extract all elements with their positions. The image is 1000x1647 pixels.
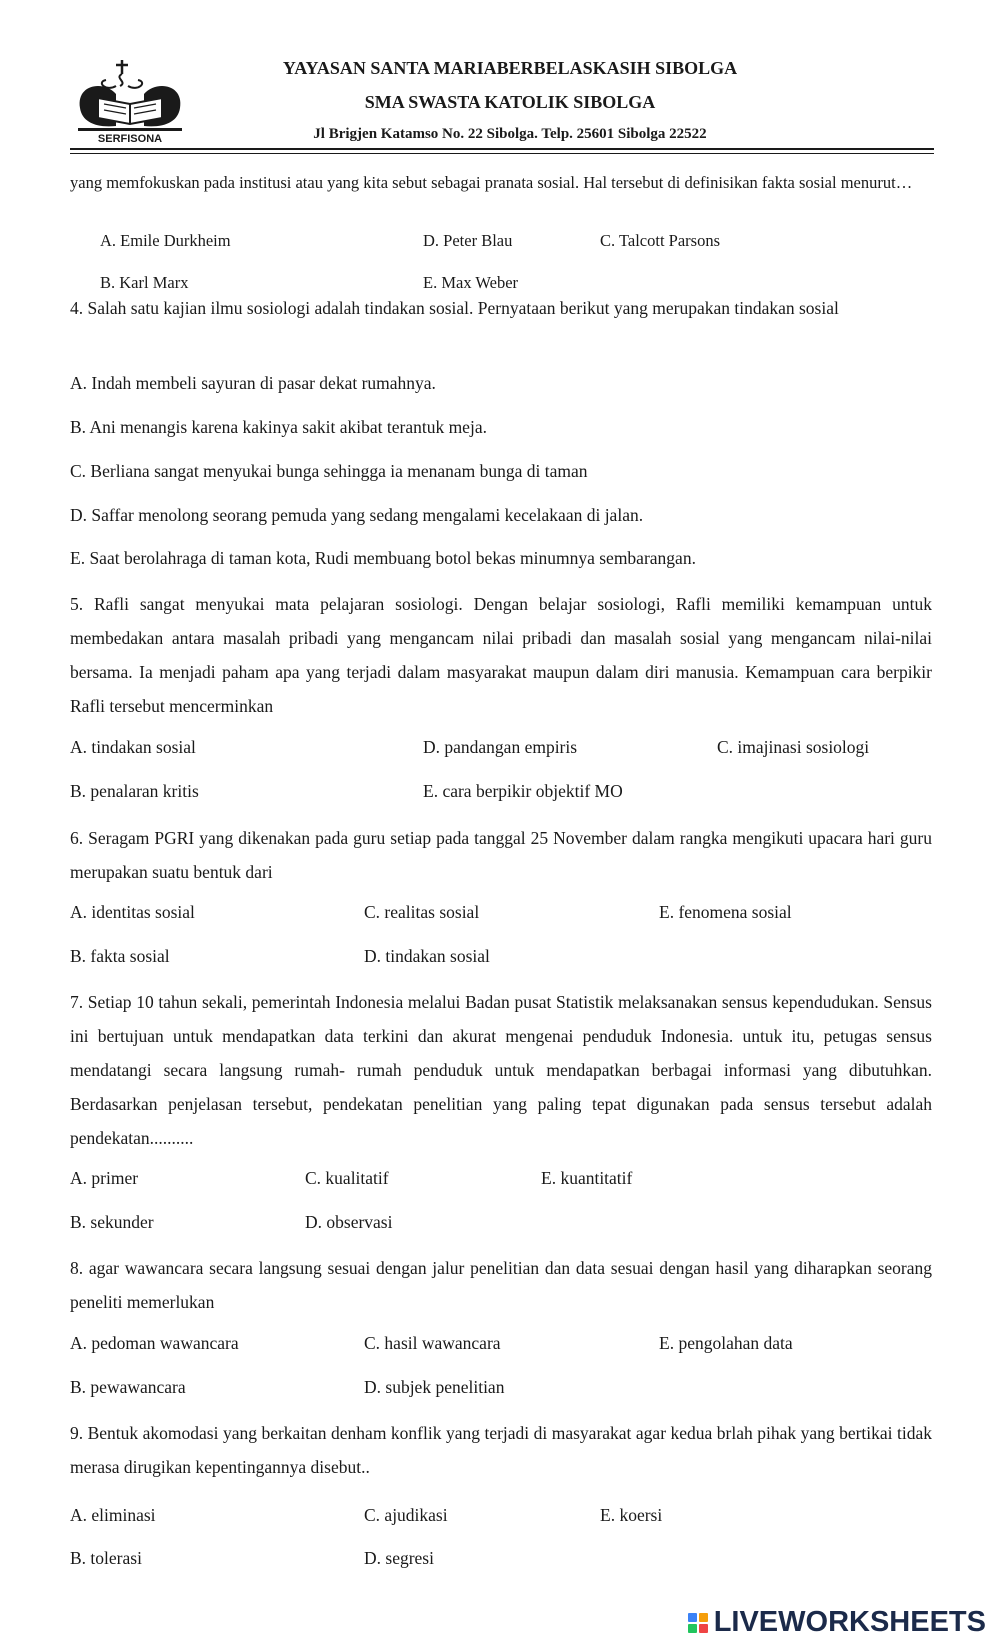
header-foundation: YAYASAN SANTA MARIABERBELASKASIH SIBOLGA bbox=[282, 58, 738, 78]
header-divider bbox=[70, 148, 934, 150]
header-school: SMA SWASTA KATOLIK SIBOLGA bbox=[364, 92, 656, 112]
question-9-stem: 9. Bentuk akomodasi yang berkaitan denham konflik yang terjadi di masyarakat agar kedua brlah pihak yang bertikai tidak merasa dirugikan kepentingannya disebut.. bbox=[70, 1423, 932, 1477]
question-4-option-e[interactable]: E. Saat berolahraga di taman kota, Rudi membuang botol bekas minumnya sembarangan. bbox=[70, 548, 696, 568]
question-3-option-b[interactable]: B. Karl Marx bbox=[100, 273, 189, 292]
logo-square bbox=[688, 1624, 697, 1633]
question-4-option-c[interactable]: C. Berliana sangat menyukai bunga sehingga ia menanam bunga di taman bbox=[70, 461, 588, 481]
liveworksheets-logo-icon bbox=[688, 1613, 708, 1633]
header-address: Jl Brigjen Katamso No. 22 Sibolga. Telp. 25601 Sibolga 22522 bbox=[313, 126, 707, 142]
question-9-option-a[interactable]: A. eliminasi bbox=[70, 1505, 156, 1525]
question-8-option-a[interactable]: A. pedoman wawancara bbox=[70, 1333, 239, 1353]
question-4-option-d[interactable]: D. Saffar menolong seorang pemuda yang sedang mengalami kecelakaan di jalan. bbox=[70, 505, 644, 525]
question-8-stem: 8. agar wawancara secara langsung sesuai dengan jalur penelitian dan data sesuai dengan hasil yang diharapkan seorang peneliti memerlukan bbox=[70, 1258, 932, 1312]
question-5-stem: 5. Rafli sangat menyukai mata pelajaran sosiologi. Dengan belajar sosiologi, Rafli memiliki kemampuan untuk membedakan antara masalah pribadi yang mengancam nilai pribadi dan masalah sosial yang mengancam nilai-nilai bersama. Ia menjadi paham apa yang terjadi dalam masyarakat maupun dalam diri manusia. Kemampuan cara berpikir Rafli tersebut mencerminkan bbox=[70, 594, 932, 716]
logo-text: SERFISONA bbox=[97, 133, 163, 144]
question-6-option-b[interactable]: B. fakta sosial bbox=[70, 946, 170, 966]
question-4-option-b[interactable]: B. Ani menangis karena kakinya sakit akibat terantuk meja. bbox=[70, 417, 487, 437]
question-9-option-e[interactable]: E. koersi bbox=[600, 1505, 663, 1525]
question-4-option-a[interactable]: A. Indah membeli sayuran di pasar dekat rumahnya. bbox=[70, 373, 436, 393]
question-5-option-b[interactable]: B. penalaran kritis bbox=[70, 781, 199, 801]
question-7-option-b[interactable]: B. sekunder bbox=[70, 1212, 154, 1232]
question-9-option-c[interactable]: C. ajudikasi bbox=[364, 1505, 448, 1525]
logo-square bbox=[688, 1613, 697, 1622]
question-7-option-e[interactable]: E. kuantitatif bbox=[541, 1168, 633, 1188]
school-logo bbox=[76, 56, 184, 144]
logo-square bbox=[699, 1624, 708, 1633]
question-3-option-d[interactable]: D. Peter Blau bbox=[423, 231, 513, 250]
question-6-option-a[interactable]: A. identitas sosial bbox=[70, 902, 195, 922]
question-9-option-d[interactable]: D. segresi bbox=[364, 1548, 434, 1568]
question-9-option-b[interactable]: B. tolerasi bbox=[70, 1548, 142, 1568]
question-7-stem: 7. Setiap 10 tahun sekali, pemerintah Indonesia melalui Badan pusat Statistik melaksanakan sensus kependudukan. Sensus ini bertujuan untuk mendapatkan data terkini dan akurat mengenai penduduk Indonesia. untuk itu, petugas sensus mendatangi secara langsung rumah- rumah penduduk untuk mendapatkan berbagai informasi yang dibutuhkan. Berdasarkan penjelasan tersebut, pendekatan penelitian yang paling tepat digunakan pada sensus tersebut adalah pendekatan.......... bbox=[70, 992, 932, 1148]
question-5-option-e[interactable]: E. cara berpikir objektif MO bbox=[423, 781, 623, 801]
question-8-option-e[interactable]: E. pengolahan data bbox=[659, 1333, 793, 1353]
logo-square bbox=[699, 1613, 708, 1622]
question-6-stem: 6. Seragam PGRI yang dikenakan pada guru setiap pada tanggal 25 November dalam rangka mengikuti upacara hari guru merupakan suatu bentuk dari bbox=[70, 828, 932, 882]
liveworksheets-brand-text: LIVEWORKSHEETS bbox=[713, 1606, 986, 1638]
question-3-option-e[interactable]: E. Max Weber bbox=[423, 273, 519, 292]
question-5-option-d[interactable]: D. pandangan empiris bbox=[423, 737, 578, 757]
question-3-stem: yang memfokuskan pada institusi atau yang kita sebut sebagai pranata sosial. Hal tersebut di definisikan fakta sosial menurut… bbox=[70, 173, 913, 192]
question-7-option-c[interactable]: C. kualitatif bbox=[305, 1168, 389, 1188]
question-7-option-d[interactable]: D. observasi bbox=[305, 1212, 393, 1232]
liveworksheets-watermark[interactable] bbox=[688, 1606, 986, 1639]
question-6-option-e[interactable]: E. fenomena sosial bbox=[659, 902, 792, 922]
question-6-option-d[interactable]: D. tindakan sosial bbox=[364, 946, 490, 966]
question-8-option-b[interactable]: B. pewawancara bbox=[70, 1377, 186, 1397]
question-8-option-d[interactable]: D. subjek penelitian bbox=[364, 1377, 505, 1397]
question-7-option-a[interactable]: A. primer bbox=[70, 1168, 139, 1188]
question-5-option-a[interactable]: A. tindakan sosial bbox=[70, 737, 196, 757]
question-4-stem: 4. Salah satu kajian ilmu sosiologi adalah tindakan sosial. Pernyataan berikut yang merupakan tindakan sosial bbox=[70, 298, 839, 318]
header-divider-thin bbox=[70, 153, 934, 154]
question-3-option-a[interactable]: A. Emile Durkheim bbox=[100, 231, 231, 250]
question-3-option-c[interactable]: C. Talcott Parsons bbox=[600, 231, 720, 250]
question-5-option-c[interactable]: C. imajinasi sosiologi bbox=[717, 737, 870, 757]
question-8-option-c[interactable]: C. hasil wawancara bbox=[364, 1333, 501, 1353]
question-6-option-c[interactable]: C. realitas sosial bbox=[364, 902, 480, 922]
